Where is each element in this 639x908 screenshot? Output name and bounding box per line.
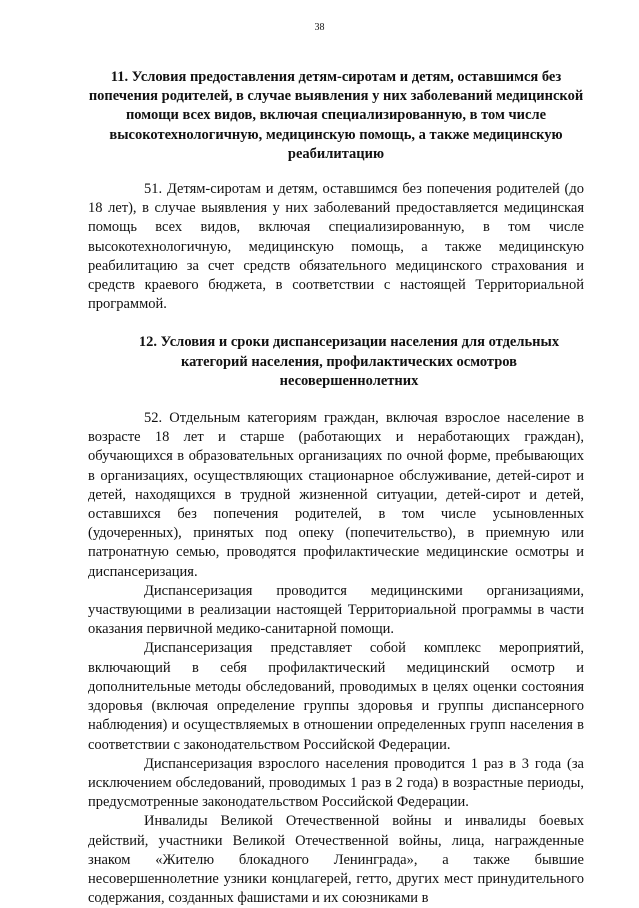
paragraph-veterans: Инвалиды Великой Отечественной войны и инвалиды боевых действий, участники Великой Отечественной войны, лица, награжденные знаком «Жителю блокадного Ленинграда», а также бывшие несовершеннолетние узники концлагерей, гетто, других мест принудительного содержания, созданных фашистами и их союзниками в [88,813,584,907]
document-body [88,68,584,908]
paragraph-51: 51. Детям-сиротам и детям, оставшимся без попечения родителей (до 18 лет), в случае выявления у них заболеваний предоставляется медицинская помощь всех видов, включая специализированную, в том числе высокотехнологичную, медицинскую помощь, а также медицинскую реабилитацию за счет средств обязательного медицинского страхования и средств краевого бюджета, в соответствии с настоящей Территориальной программой. [88,181,584,313]
paragraph-52: 52. Отдельным категориям граждан, включая взрослое население в возрасте 18 лет и старше (работающих и неработающих граждан), обучающихся в образовательных организациях по очной форме, пребывающих в организациях, осуществляющих стационарное обслуживание, детей-сирот и детей, находящихся в трудной жизненной ситуации, детей-сирот и детей, оставшихся без попечения родителей, в том числе усыновленных (удочеренных), принятых под опеку (попечительство), в приемную или патронатную семью, проводятся профилактические медицинские осмотры и диспансеризация. [88,410,584,580]
paragraph-dispensary-organizations: Диспансеризация проводится медицинскими организациями, участвующими в реализации настоящей Территориальной программы в части оказания первичной медико-санитарной помощи. [88,582,584,638]
section-12-heading: 12. Условия и сроки диспансеризации населения для отдельных категорий населения, профилактических осмотров несовершеннолетних [138,334,560,389]
paragraph-dispensary-definition: Диспансеризация представляет собой комплекс мероприятий, включающий в себя профилактический медицинский осмотр и дополнительные методы обследований, проводимых в целях оценки состояния здоровья (включая определение группы здоровья и группы диспансерного наблюдения) и осуществляемых в отношении определенных групп населения в соответствии с законодательством Российской Федерации. [88,640,584,753]
section-11-heading: 11. Условия предоставления детям-сиротам и детям, оставшимся без попечения родителей, в случае выявления у них заболеваний медицинской помощи всех видов, включая специализированную, в том числе высокотехнологичную, медицинскую помощь, а также медицинскую реабилитацию [88,69,584,162]
page-number: 38 [314,22,325,33]
paragraph-dispensary-frequency: Диспансеризация взрослого населения проводится 1 раз в 3 года (за исключением обследований, проводимых 1 раз в 2 года) в возрастные периоды, предусмотренные законодательством Российской Федерации. [88,755,584,811]
